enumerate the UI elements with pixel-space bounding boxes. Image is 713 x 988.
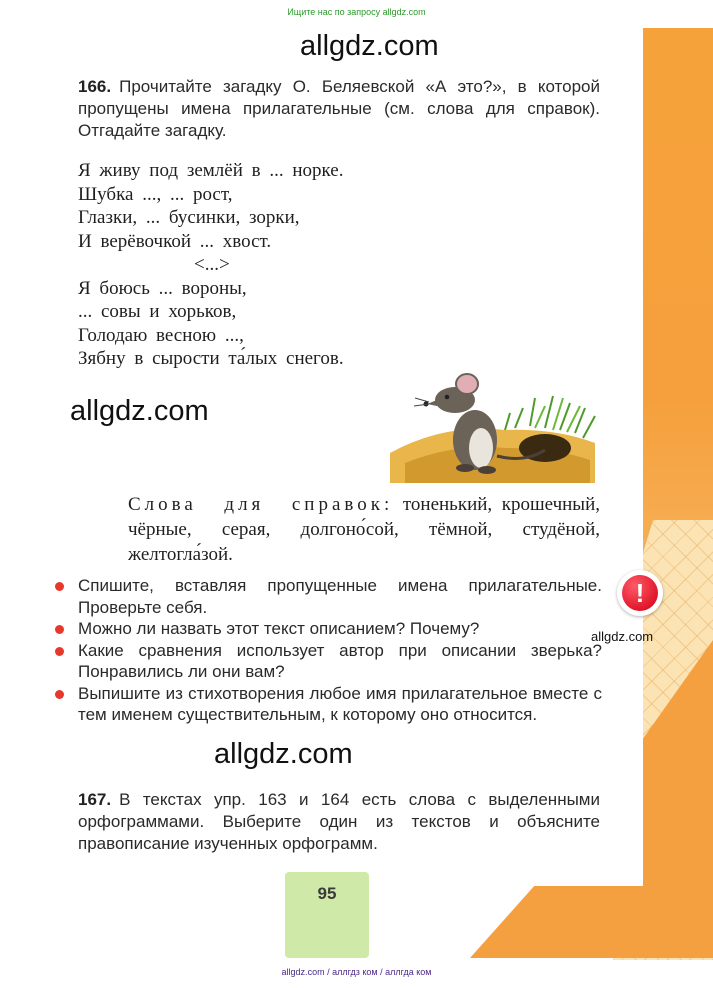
exercise-text: Прочитайте загадку О. Беляевской «А это?», в которой пропущены имена прилагательные (см. слова для справок). Отгадайте загадку. — [78, 77, 600, 140]
poem-line: Зябну в сырости та́лых снегов. — [78, 348, 344, 369]
task-text: Выпишите из стихотворения любое имя прилагательное вместе с тем именем существительным, к которому оно относится. — [78, 683, 602, 724]
task-item — [52, 640, 602, 683]
task-item — [52, 575, 602, 618]
footer-links[interactable]: allgdz.com / аллгдз ком / аллгда ком — [281, 967, 432, 977]
poem-separator: <...> — [194, 254, 230, 275]
reference-list: тоненький, крошечный, чёрные, серая, долгоно́сой, тёмной, студёной, желтогла́зой. — [128, 494, 600, 565]
task-text: Какие сравнения использует автор при описании зверька? Понравились ли они вам? — [78, 640, 602, 681]
poem-line: Я живу под землёй в ... норке. — [78, 160, 344, 181]
exclamation-mark: ! — [622, 575, 658, 611]
poem-line: Я боюсь ... вороны, — [78, 277, 247, 299]
task-item — [52, 618, 602, 640]
page-number: 95 — [317, 884, 337, 903]
task-item — [52, 683, 602, 726]
exercise-text: В текстах упр. 163 и 164 есть слова с выделенными орфограммами. Выберите один из текстов и объясните правописание изученных орфограмм. — [78, 790, 600, 853]
reference-label: Слова для справок: — [128, 494, 394, 515]
bullet-icon — [55, 690, 64, 699]
watermark: allgdz.com — [70, 395, 209, 427]
exclamation-icon — [617, 570, 663, 616]
task-list — [52, 575, 602, 726]
poem-line: Голодаю весною ..., — [78, 324, 244, 346]
task-text: Спишите, вставляя пропущенные имена прилагательные. Проверьте себя. — [78, 576, 602, 617]
poem-line: Глазки, ... бусинки, зорки, — [78, 207, 300, 228]
watermark: allgdz.com — [300, 30, 439, 62]
exercise-number: 166. — [78, 77, 112, 96]
poem-line: И верёвочкой ... хвост. — [78, 230, 272, 252]
exercise-number: 167. — [78, 790, 112, 809]
reference-words — [128, 492, 600, 567]
poem-line: ... совы и хорьков, — [78, 301, 237, 322]
bullet-icon — [55, 625, 64, 634]
poem-line: Шубка ..., ... рост, — [78, 183, 233, 205]
watermark: allgdz.com — [591, 629, 654, 644]
exercise-166 — [78, 76, 600, 142]
bullet-icon — [55, 582, 64, 591]
top-search-hint[interactable]: Ищите нас по запросу allgdz.com — [287, 7, 426, 17]
mouse-illustration — [385, 368, 600, 483]
task-text: Можно ли назвать этот текст описанием? Почему? — [78, 619, 480, 638]
watermark: allgdz.com — [214, 738, 353, 770]
bullet-icon — [55, 647, 64, 656]
riddle-poem — [78, 159, 438, 371]
exercise-167 — [78, 789, 600, 855]
